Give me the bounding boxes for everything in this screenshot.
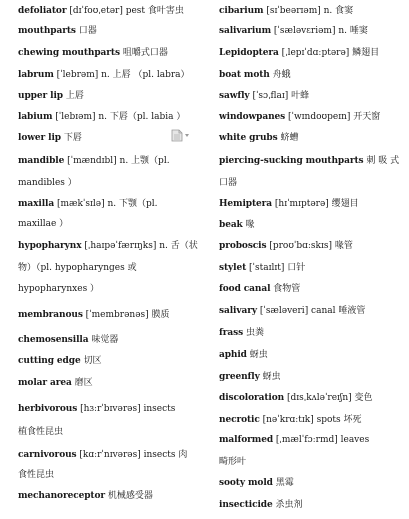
glossary-term: mechanoreceptor (18, 491, 106, 501)
glossary-line (18, 421, 63, 443)
glossary-term: mandible (18, 156, 65, 166)
glossary-definition: 切区 (80, 356, 102, 366)
glossary-definition: 蚜虫 (259, 372, 281, 382)
glossary-term: aphid (219, 350, 247, 360)
glossary-line (18, 235, 198, 257)
glossary-term: stylet (219, 263, 247, 273)
glossary-line (18, 64, 190, 86)
glossary-line (219, 64, 291, 86)
glossary-term: membranous (18, 310, 83, 320)
glossary-term: proboscis (219, 241, 267, 251)
glossary-definition: [ˈsæləvɛriəm] n. 唾窦 (271, 26, 368, 36)
glossary-definition: [dɪsˌkʌləˈreɪʃn] 变色 (284, 393, 373, 403)
glossary-definition: 植食性昆虫 (18, 427, 64, 437)
glossary-definition: 喙 (242, 220, 255, 230)
glossary-line (219, 214, 255, 236)
glossary-definition: 磨区 (71, 378, 93, 388)
glossary-line (219, 20, 368, 42)
glossary-definition: 虫粪 (243, 328, 264, 338)
glossary-line (18, 398, 175, 420)
glossary-term: cutting edge (18, 356, 81, 366)
glossary-line (18, 193, 158, 215)
glossary-term: lower lip (18, 133, 62, 143)
glossary-line (219, 257, 305, 279)
glossary-line (18, 213, 68, 235)
glossary-definition: [ˈmændɪbl] n. 上颚（pl. (64, 156, 170, 166)
glossary-term: malformed (219, 435, 274, 445)
glossary-definition: [hɜːrˈbɪvərəs] insects (77, 404, 176, 414)
glossary-line (18, 444, 187, 466)
glossary-term: insecticide (219, 500, 273, 510)
glossary-definition: [mækˈsɪlə] n. 下颚（pl. (54, 199, 158, 209)
glossary-term: Hemiptera (219, 199, 273, 209)
glossary-line (219, 322, 264, 344)
glossary-term: labium (18, 112, 53, 122)
glossary-line (219, 172, 237, 194)
glossary-definition: [ˌlepɪˈdɑːptərə] 鳞翅目 (278, 48, 380, 58)
glossary-term: Lepidoptera (219, 48, 279, 58)
glossary-definition: 蚜虫 (246, 350, 268, 360)
glossary-definition: [ˌhaɪpəˈfærɪŋks] n. 舌（状 (81, 241, 198, 251)
glossary-term: mouthparts (18, 26, 76, 36)
glossary-definition: 畸形叶 (219, 457, 247, 467)
glossary-line (219, 429, 369, 451)
glossary-term: sawfly (219, 91, 250, 101)
glossary-definition: 口器 (75, 26, 97, 36)
glossary-line (219, 472, 294, 494)
glossary-line (219, 387, 373, 409)
glossary-line (18, 278, 99, 300)
glossary-term: white grubs (219, 133, 278, 143)
glossary-term: piercing-sucking mouthparts (219, 156, 364, 166)
glossary-definition: [ˈsæləveri] canal 唾液管 (256, 306, 366, 316)
glossary-definition: 杀虫剂 (272, 500, 303, 510)
glossary-term: hypopharynx (18, 241, 82, 251)
glossary-definition: 味觉器 (88, 335, 119, 345)
glossary-definition: [ˈstaɪlɪt] 口针 (246, 263, 306, 273)
glossary-definition: [dɪˈfoʊˌetər] pest 食叶害虫 (66, 6, 184, 16)
glossary-definition: [hɪˈmɪptərə] 缨翅目 (272, 199, 359, 209)
glossary-term: frass (219, 328, 244, 338)
glossary-line (18, 304, 170, 326)
glossary-term: food canal (219, 284, 271, 294)
glossary-line (18, 485, 153, 507)
glossary-line (219, 106, 380, 128)
glossary-line (219, 366, 281, 388)
glossary-definition: hypopharynxes ） (18, 284, 100, 294)
glossary-term: chemosensilla (18, 335, 89, 345)
glossary-line (219, 300, 365, 322)
glossary-term: defoliator (18, 6, 67, 16)
glossary-definition: [ˈwɪndoʊpeɪn] 开天窗 (285, 112, 381, 122)
glossary-line (219, 409, 362, 431)
glossary-definition: [sɪˈbeərɪəm] n. 食窦 (263, 6, 354, 16)
glossary-term: cibarium (219, 6, 264, 16)
glossary-definition: [ˈsɔˌflaɪ] 叶蜂 (249, 91, 310, 101)
glossary-term: beak (219, 220, 243, 230)
glossary-definition: 食物管 (270, 284, 301, 294)
glossary-definition: [nəˈkrɑːtɪk] spots 坏死 (259, 415, 362, 425)
glossary-line (219, 193, 359, 215)
glossary-definition: [kɑːrˈnɪvərəs] insects 肉 (76, 450, 188, 460)
glossary-line (18, 329, 118, 351)
glossary-line (18, 42, 168, 64)
glossary-term: windowpanes (219, 112, 286, 122)
glossary-line (219, 85, 309, 107)
glossary-term: sooty mold (219, 478, 273, 488)
glossary-term: discoloration (219, 393, 285, 403)
glossary-line (18, 372, 93, 394)
glossary-term: boat moth (219, 70, 270, 80)
glossary-term: molar area (18, 378, 72, 388)
glossary-line (18, 257, 137, 279)
glossary-line (18, 150, 170, 172)
glossary-line (219, 127, 298, 149)
glossary-line (219, 150, 399, 172)
glossary-definition: 机械感受器 (105, 491, 153, 501)
glossary-line (18, 106, 185, 128)
glossary-term: upper lip (18, 91, 63, 101)
glossary-line (219, 451, 246, 473)
document-icon[interactable] (171, 127, 191, 146)
glossary-definition: [ˈlebɪəm] n. 下唇（pl. labia ） (52, 112, 186, 122)
glossary-definition: 食性昆虫 (18, 470, 55, 480)
glossary-term: salivarium (219, 26, 272, 36)
glossary-term: salivary (219, 306, 257, 316)
glossary-line (18, 0, 184, 22)
glossary-line (18, 350, 101, 372)
glossary-definition: maxillae ） (18, 219, 69, 229)
glossary-definition: 刺 吸 式 (363, 156, 400, 166)
glossary-term: maxilla (18, 199, 55, 209)
glossary-definition: 蛴螬 (277, 133, 299, 143)
glossary-definition: 口器 (219, 178, 238, 188)
glossary-term: herbivorous (18, 404, 78, 414)
glossary-definition: [proʊˈbɑːskɪs] 喙管 (266, 241, 353, 251)
glossary-line (219, 0, 353, 22)
glossary-definition: 上唇 (62, 91, 84, 101)
glossary-term: chewing mouthparts (18, 48, 120, 58)
glossary-term: carnivorous (18, 450, 77, 460)
glossary-term: necrotic (219, 415, 260, 425)
glossary-line (219, 278, 300, 300)
glossary-line (18, 85, 84, 107)
glossary-term: labrum (18, 70, 54, 80)
glossary-definition: mandibles ） (18, 178, 77, 188)
glossary-definition: 舟蛾 (269, 70, 291, 80)
glossary-line (219, 344, 268, 366)
glossary-line (219, 42, 379, 64)
glossary-definition: 下唇 (61, 133, 82, 143)
glossary-definition: [ˌmælˈfɔːrmd] leaves (273, 435, 370, 445)
dropdown-arrow-icon (185, 134, 189, 137)
glossary-definition: 黑霉 (272, 478, 294, 488)
glossary-line (18, 172, 77, 194)
glossary-term: greenfly (219, 372, 260, 382)
glossary-line (18, 127, 82, 149)
glossary-line (219, 235, 353, 257)
glossary-definition: 咀嚼式口器 (119, 48, 168, 58)
glossary-line (219, 494, 303, 516)
glossary-line (18, 20, 97, 42)
glossary-definition: 物）（pl. hypopharynges 或 (18, 263, 137, 273)
glossary-definition: [ˈlebrəm] n. 上唇 （pl. labra） (53, 70, 190, 80)
glossary-definition: [ˈmembrənəs] 膜质 (82, 310, 170, 320)
glossary-line (18, 464, 54, 486)
